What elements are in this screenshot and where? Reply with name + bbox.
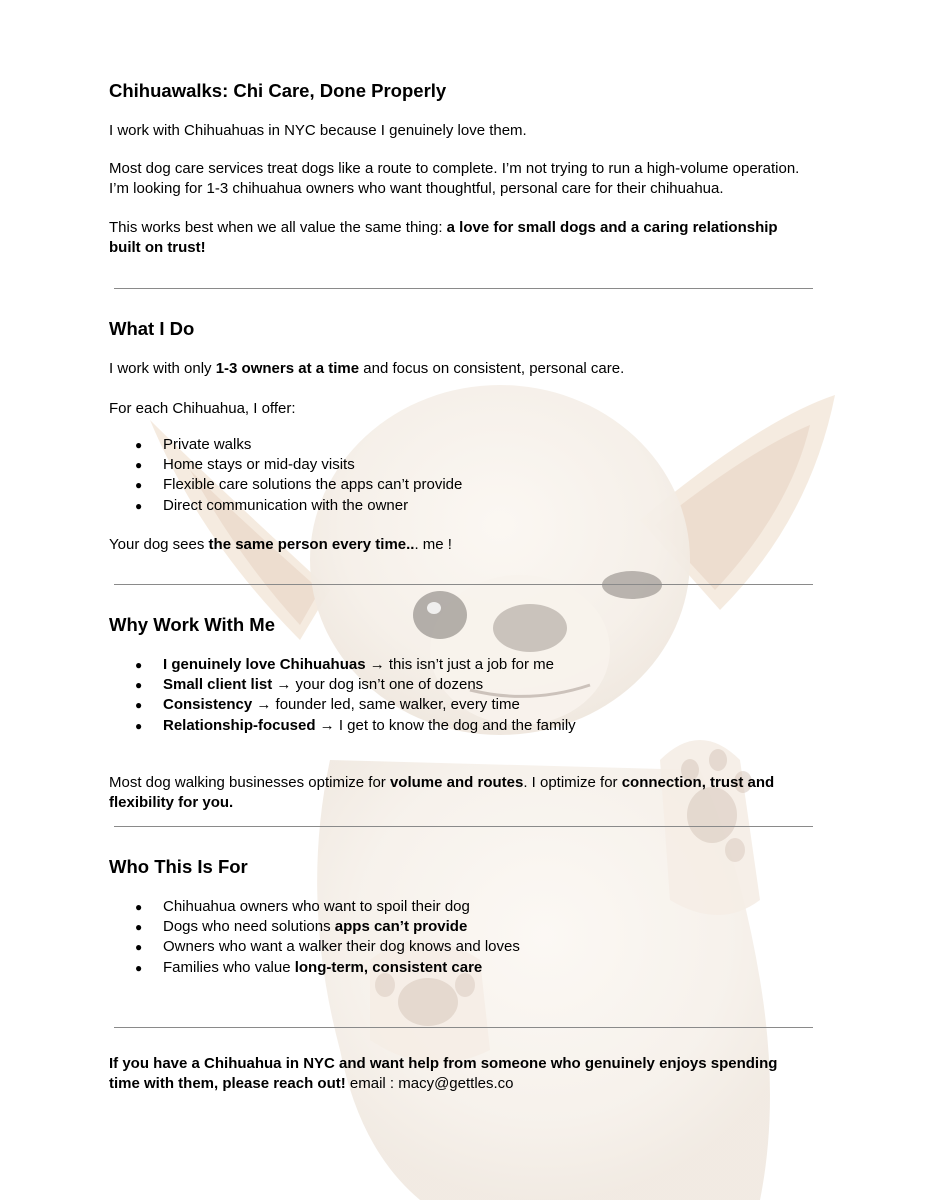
bullet-icon: ● <box>135 960 143 975</box>
bullet-icon: ● <box>135 718 143 733</box>
email-label: email : <box>345 1075 399 1092</box>
intro-paragraph-3 <box>109 218 799 258</box>
why-work-with-me-list <box>135 655 576 736</box>
list-item-text: Flexible care solutions the apps can’t provide <box>163 476 463 494</box>
bullet-icon: ● <box>135 900 143 914</box>
list-item-text: → founder led, same walker, every time <box>252 696 520 714</box>
intro-paragraph-2-line-2: I’m looking for 1-3 chihuahua owners who want thoughtful, personal care for their chihuahua. <box>109 180 724 197</box>
section-divider <box>114 826 813 827</box>
list-item <box>135 917 520 937</box>
what-i-do-intro <box>109 359 819 379</box>
what-i-do-intro-emphasis: 1-3 owners at a time <box>215 360 360 377</box>
list-item-emphasis: Consistency <box>163 696 253 714</box>
what-i-do-closing-text: Your dog sees <box>109 536 209 553</box>
why-closing-text: Most dog walking businesses optimize for <box>109 774 390 791</box>
why-closing-emphasis-2: connection, trust and flexibility for you. <box>109 774 775 811</box>
list-item <box>135 475 462 495</box>
list-item-text: Dogs who need solutions <box>163 918 335 936</box>
section-divider <box>114 584 813 585</box>
what-i-do-intro-text: I work with only <box>109 360 216 377</box>
list-item-text: → your dog isn’t one of dozens <box>272 676 484 694</box>
who-this-is-for-heading: Who This Is For <box>109 856 248 877</box>
what-i-do-list <box>135 435 462 516</box>
list-item-text: Private walks <box>163 436 252 453</box>
bullet-icon: ● <box>135 458 143 473</box>
list-item-emphasis: apps can’t provide <box>334 918 468 936</box>
bullet-icon: ● <box>135 478 143 493</box>
what-i-do-closing-emphasis: the same person every time.. <box>208 536 415 553</box>
list-item <box>135 716 576 736</box>
list-item <box>135 496 462 516</box>
document-title: Chihuawalks: Chi Care, Done Properly <box>109 80 447 101</box>
list-item <box>135 958 520 978</box>
list-item <box>135 455 462 475</box>
bullet-icon: ● <box>135 438 143 452</box>
intro-paragraph-1: I work with Chihuahuas in NYC because I genuinely love them. <box>109 122 527 139</box>
list-item-text: Families who value <box>163 958 295 976</box>
list-item <box>135 897 520 917</box>
list-item-emphasis: long-term, consistent care <box>294 958 483 976</box>
why-work-with-me-closing <box>109 773 809 813</box>
intro-paragraph-3-text: This works best when we all value the same thing: <box>109 219 447 236</box>
section-divider <box>114 1027 813 1028</box>
why-work-with-me-heading: Why Work With Me <box>109 614 275 635</box>
list-item <box>135 695 576 715</box>
what-i-do-heading: What I Do <box>109 318 195 339</box>
list-item-text: Home stays or mid-day visits <box>163 456 355 474</box>
why-closing-text-2: . I optimize for <box>523 774 622 791</box>
list-item <box>135 655 576 675</box>
who-this-is-for-list <box>135 897 520 978</box>
list-item <box>135 937 520 957</box>
why-closing-emphasis-1: volume and routes <box>389 774 524 791</box>
list-item-emphasis: Relationship-focused <box>163 716 316 734</box>
what-i-do-offer-lead: For each Chihuahua, I offer: <box>109 400 296 417</box>
bullet-icon: ● <box>135 498 143 513</box>
list-item-text: Direct communication with the owner <box>163 496 409 514</box>
list-item-text: → I get to know the dog and the family <box>315 716 576 734</box>
list-item-emphasis: I genuinely love Chihuahuas <box>163 656 366 673</box>
call-to-action-emphasis: If you have a Chihuahua in NYC and want help from someone who genuinely enjoys spending time with them, please reach out! <box>109 1055 778 1092</box>
what-i-do-intro-suffix: and focus on consistent, personal care. <box>359 360 625 377</box>
call-to-action <box>109 1054 799 1094</box>
bullet-icon: ● <box>135 678 143 693</box>
what-i-do-closing <box>109 535 819 555</box>
contact-email: macy@gettles.co <box>398 1075 514 1092</box>
intro-paragraph-3-emphasis: a love for small dogs and a caring relationship built on trust! <box>109 219 778 256</box>
what-i-do-closing-suffix: . me ! <box>414 536 452 553</box>
bullet-icon: ● <box>135 698 143 713</box>
bullet-icon: ● <box>135 940 143 955</box>
bullet-icon: ● <box>135 658 143 672</box>
list-item-text: → this isn’t just a job for me <box>365 656 554 673</box>
section-divider <box>114 288 813 289</box>
list-item-emphasis: Small client list <box>163 676 273 694</box>
list-item <box>135 675 576 695</box>
intro-paragraph-2-line-1: Most dog care services treat dogs like a route to complete. I’m not trying to run a high-volume operation. <box>109 160 800 177</box>
list-item-text: Owners who want a walker their dog knows and loves <box>163 938 520 956</box>
bullet-icon: ● <box>135 920 143 935</box>
list-item <box>135 435 462 455</box>
list-item-text: Chihuahua owners who want to spoil their dog <box>163 898 470 915</box>
intro-paragraph-2 <box>109 159 819 199</box>
